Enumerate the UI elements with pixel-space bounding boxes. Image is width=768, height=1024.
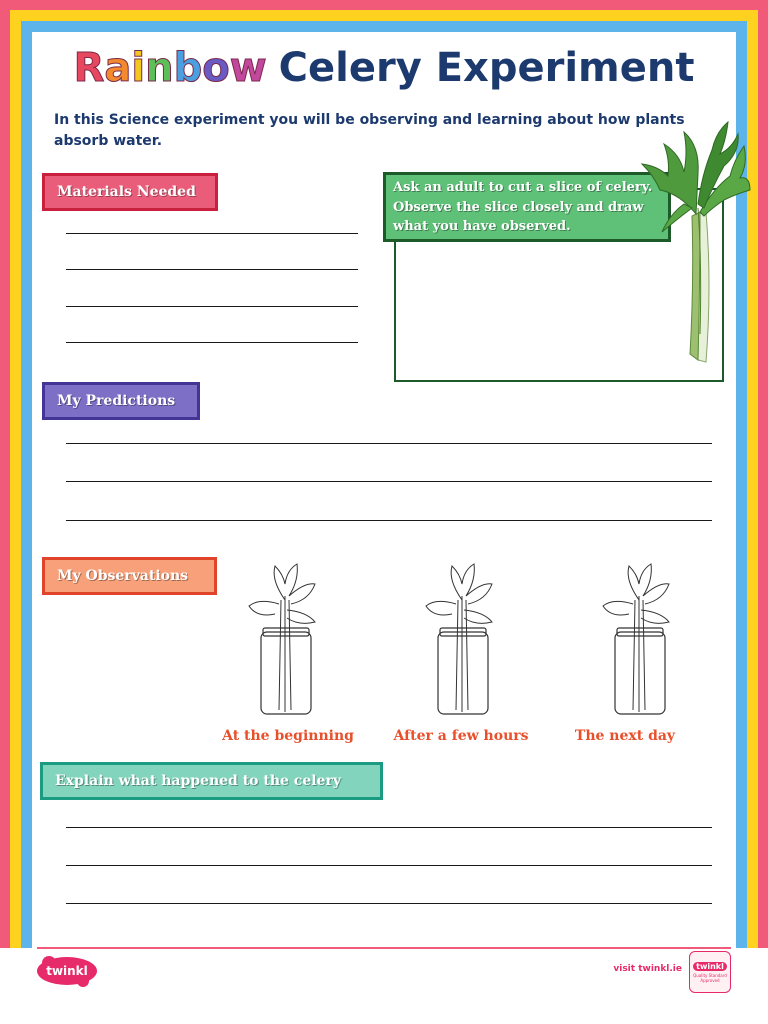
observation-label: At the beginning [222,728,354,744]
materials-line[interactable] [66,233,358,234]
title-rainbow-word [74,45,267,91]
title-rainbow-letter: w [229,45,267,91]
title-rainbow-letter: n [145,45,174,91]
twinkl-logo-text: twinkl [46,964,88,978]
celery-jar-image [412,560,512,720]
quality-badge [689,951,731,993]
materials-line[interactable] [66,342,358,343]
explain-line[interactable] [66,865,712,866]
twinkl-logo[interactable] [35,953,99,989]
title-rainbow-letter: R [73,45,105,91]
title-rainbow-letter: o [202,45,230,91]
celery-jar-image [589,560,689,720]
title-rest: Celery Experiment [278,45,695,91]
footer-rule [37,947,731,949]
observation-label: The next day [574,728,676,744]
predictions-line[interactable] [66,481,712,482]
predictions-line[interactable] [66,443,712,444]
badge-text: Quality Standard Approved [693,972,727,983]
page-title [0,40,768,96]
title-rainbow-letter: i [131,45,146,91]
intro-text: In this Science experiment you will be observing and learning about how plants absorb water. [54,112,685,149]
materials-line[interactable] [66,269,358,270]
celery-stalk-image [640,104,752,368]
celery-jar-image [235,560,335,720]
badge-brand: twinkl [693,962,727,971]
materials-heading: Materials Needed [42,173,218,211]
title-rainbow-letter: a [104,45,132,91]
predictions-line[interactable] [66,520,712,521]
visit-link[interactable]: visit twinkl.ie [613,964,682,974]
title-rainbow-letter: b [173,45,203,91]
explain-line[interactable] [66,827,712,828]
predictions-heading: My Predictions [42,382,200,420]
explain-heading: Explain what happened to the celery [40,762,383,800]
materials-line[interactable] [66,306,358,307]
explain-line[interactable] [66,903,712,904]
observation-label: After a few hours [393,728,529,744]
observations-heading: My Observations [42,557,217,595]
worksheet-panel [32,32,736,948]
slice-instruction: Ask an adult to cut a slice of celery. Observe the slice closely and draw what you have observed. [383,172,671,242]
